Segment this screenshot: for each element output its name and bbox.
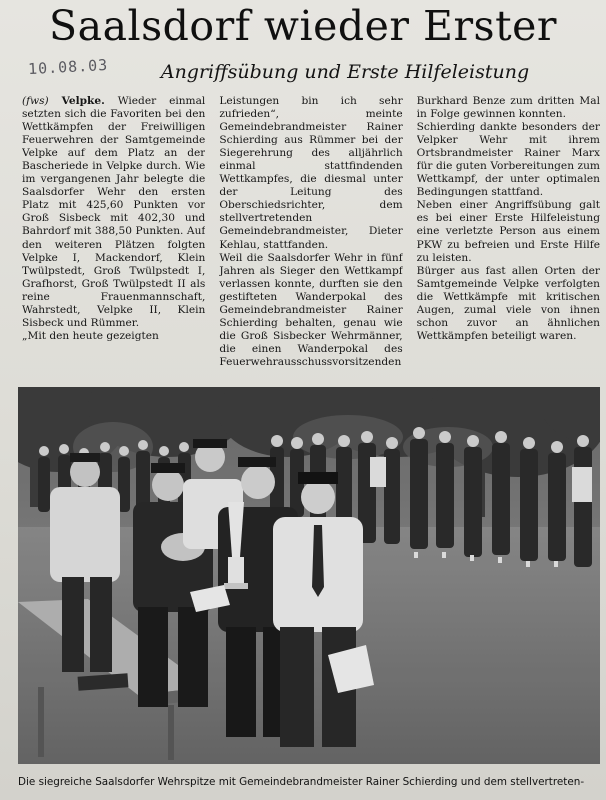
article-column-3 (417, 95, 600, 373)
article-body (22, 95, 600, 373)
article-column-1 (22, 95, 205, 373)
article-column-2 (219, 95, 402, 373)
article-byline: (fws) (22, 95, 49, 107)
article-paragraph (22, 95, 205, 330)
article-headline: Saalsdorf wieder Erster (49, 2, 557, 50)
article-lead-text: Wieder einmal setzten sich die Favoriten bei den Wettkämpfen der Freiwilligen Feuerwehren der Samtgemeinde Velpke auf dem Platz an der Bascheriede in Velpke durch. Wie im vergangenen Jahr belegte die Saalsdorfer Wehr den ersten Platz mit 425,60 Punkten vor Groß Sisbeck mit 402,30 und Bahrdorf mit 388,50 Punkten. Auf den weiteren Plätzen folgten Velpke I, Mackendorf, Klein Twülpstedt, Groß Twülpstedt I, Grafhorst, Groß Twülpstedt II als reine Frauenmannschaft, Wahrstedt, Velpke II, Klein Sisbeck und Rümmer. (22, 95, 206, 329)
article-paragraph: Weil die Saalsdorfer Wehr in fünf Jahren als Sieger den Wettkampf verlassen konnte, durften sie den gestifteten Wanderpokal des Gemeindebrandmeister Rainer Schierding behalten, genau wie die Groß Sisbecker Wehrmänner, die einen Wanderpokal des Feuerwehrausschussvorsitzenden (219, 251, 403, 368)
article-paragraph: Neben einer Angriffsübung galt es bei einer Erste Hilfeleistung eine verletzte Person aus einem PKW zu befreien und Erste Hilfe zu leisten. (416, 199, 600, 264)
article-photo (18, 387, 600, 764)
handwritten-date-stamp: 10.08.03 (27, 55, 109, 79)
article-paragraph: Burkhard Benze zum dritten Mal in Folge gewinnen konnten. (416, 95, 600, 121)
article-subheadline: Angriffsübung und Erste Hilfeleistung (160, 61, 530, 83)
article-paragraph: Bürger aus fast allen Orten der Samtgemeinde Velpke verfolgten die Wettkämpfe mit kritischen Augen, zumal viele von ihnen schon zuvor an ähnlichen Wettkämpfen beteiligt waren. (416, 264, 600, 342)
photo-caption: Die siegreiche Saalsdorfer Wehrspitze mit Gemeindebrandmeister Rainer Schierding und dem stellvertreten- (18, 776, 585, 788)
article-paragraph: Schierding dankte besonders der Velpker Wehr mit ihrem Ortsbrandmeister Rainer Marx für die guten Vorbereitungen zum Wettkampf, der unter optimalen Bedingungen stattfand. (416, 121, 600, 199)
article-paragraph: Leistungen bin ich sehr zufrieden“, meinte Gemeindebrandmeister Rainer Schierding aus Rümmer bei der Siegerehrung des alljährlich einmal stattfindenden Wettkampfes, die diesmal unter der Leitung des Oberschiedsrichter, dem stellvertretenden Gemeindebrandmeister, Dieter Kehlau, stattfanden. (219, 95, 403, 251)
article-dateline: Velpke. (61, 95, 105, 107)
article-quote-start: „Mit den heute gezeigten (22, 329, 159, 342)
